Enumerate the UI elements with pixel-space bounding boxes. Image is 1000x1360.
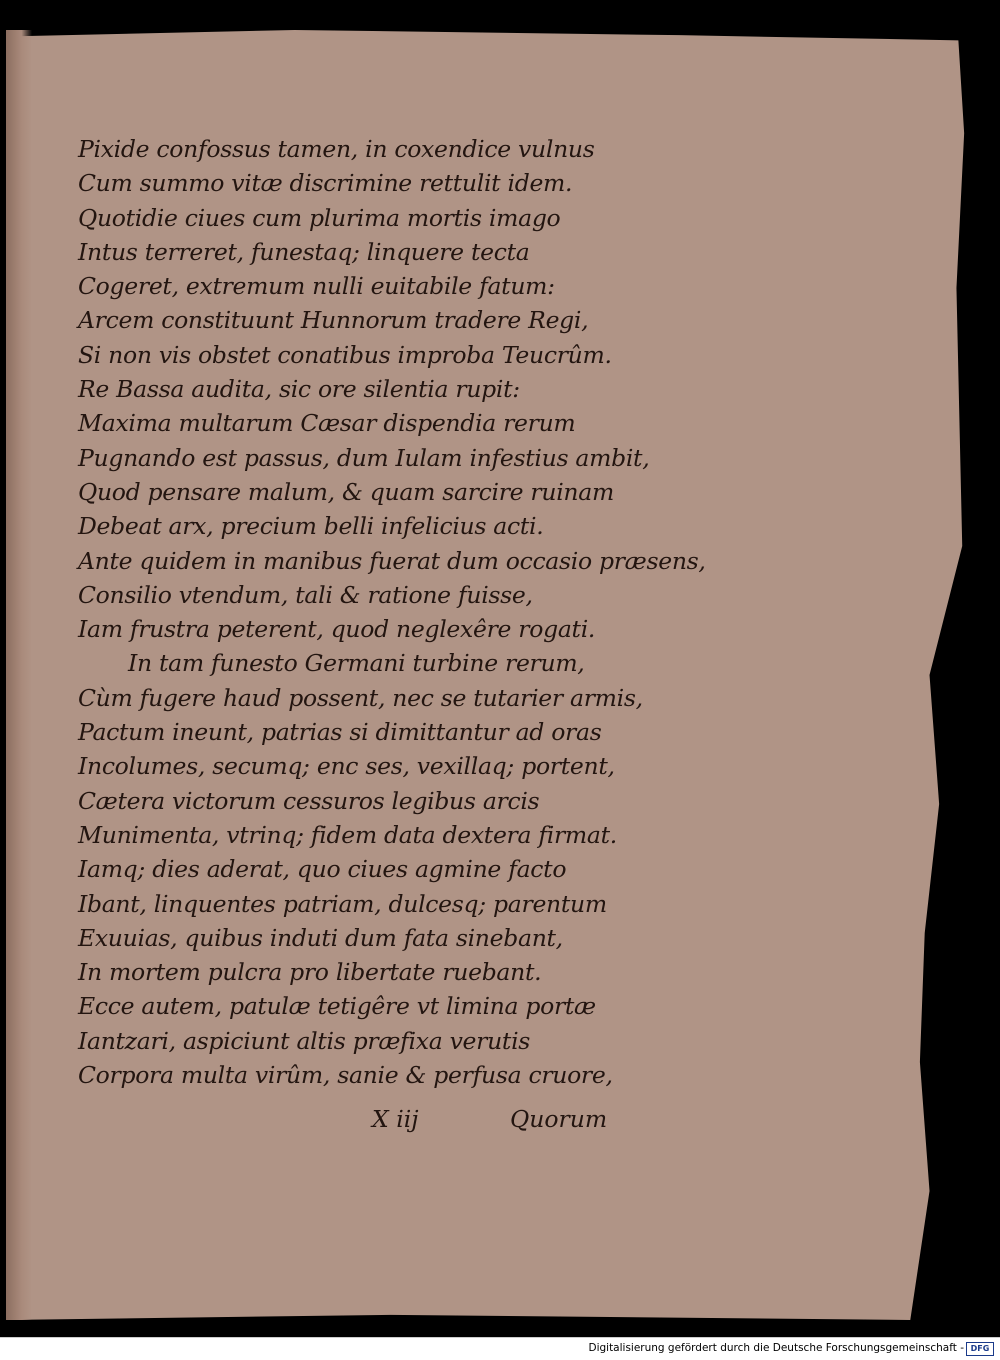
verse-line: Corpora multa virûm, sanie & perfusa cruore, <box>78 1061 613 1090</box>
verse-line: Iantzari, aspiciunt altis præfixa verutis <box>78 1026 531 1055</box>
verse-line: Si non vis obstet conatibus improba Teucrûm. <box>78 340 612 369</box>
verse-line: Debeat arx, precium belli infelicius acti. <box>78 512 544 541</box>
verse-line: Quotidie ciues cum plurima mortis imago <box>78 203 561 232</box>
verse-line: Cogeret, extremum nulli euitabile fatum: <box>78 272 555 301</box>
verse-line: In mortem pulcra pro libertate ruebant. <box>78 958 542 987</box>
verse-line: Cum summo vitæ discrimine rettulit idem. <box>78 169 573 198</box>
verse-line: Pactum ineunt, patrias si dimittantur ad oras <box>78 718 602 747</box>
verse-line: Ecce autem, patulæ tetigêre vt limina portæ <box>78 992 596 1021</box>
verse-line: Pixide confossus tamen, in coxendice vulnus <box>78 135 595 163</box>
verse-line: Ante quidem in manibus fuerat dum occasio præsens, <box>78 546 706 575</box>
verse-line: Maxima multarum Cæsar dispendia rerum <box>78 409 576 438</box>
funding-text: Digitalisierung gefördert durch die Deutsche Forschungsgemeinschaft - <box>588 1342 964 1354</box>
verse-line: Ibant, linquentes patriam, dulcesq; parentum <box>78 889 607 918</box>
verse-line: Re Bassa audita, sic ore silentia rupit: <box>78 375 520 404</box>
verse-line: Arcem constituunt Hunnorum tradere Regi, <box>78 306 589 335</box>
funding-banner <box>0 1337 1000 1360</box>
verse-text <box>78 132 706 1092</box>
verse-line: Cùm fugere haud possent, nec se tutarier armis, <box>78 683 643 712</box>
dfg-logo: DFG <box>966 1342 994 1356</box>
signature-mark: X iij <box>372 1105 419 1133</box>
verse-line: Cætera victorum cessuros legibus arcis <box>78 786 540 815</box>
catchword: Quorum <box>510 1105 608 1133</box>
verse-line: Munimenta, vtrinq; fidem data dextera firmat. <box>78 820 617 849</box>
verse-line: Iamq; dies aderat, quo ciues agmine facto <box>78 855 567 884</box>
verse-line: Incolumes, secumq; enc ses, vexillaq; portent, <box>78 752 615 781</box>
verse-line: In tam funesto Germani turbine rerum, <box>128 649 585 678</box>
verse-line: Consilio vtendum, tali & ratione fuisse, <box>78 580 533 609</box>
verse-line: Intus terreret, funestaq; linquere tecta <box>78 237 530 266</box>
page-footer <box>0 1105 1000 1139</box>
verse-line: Quod pensare malum, & quam sarcire ruinam <box>78 477 614 506</box>
verse-line: Pugnando est passus, dum Iulam infestius ambit, <box>78 443 650 472</box>
verse-line: Exuuias, quibus induti dum fata sinebant, <box>78 923 563 952</box>
verse-line: Iam frustra peterent, quod neglexêre rogati. <box>78 615 596 644</box>
